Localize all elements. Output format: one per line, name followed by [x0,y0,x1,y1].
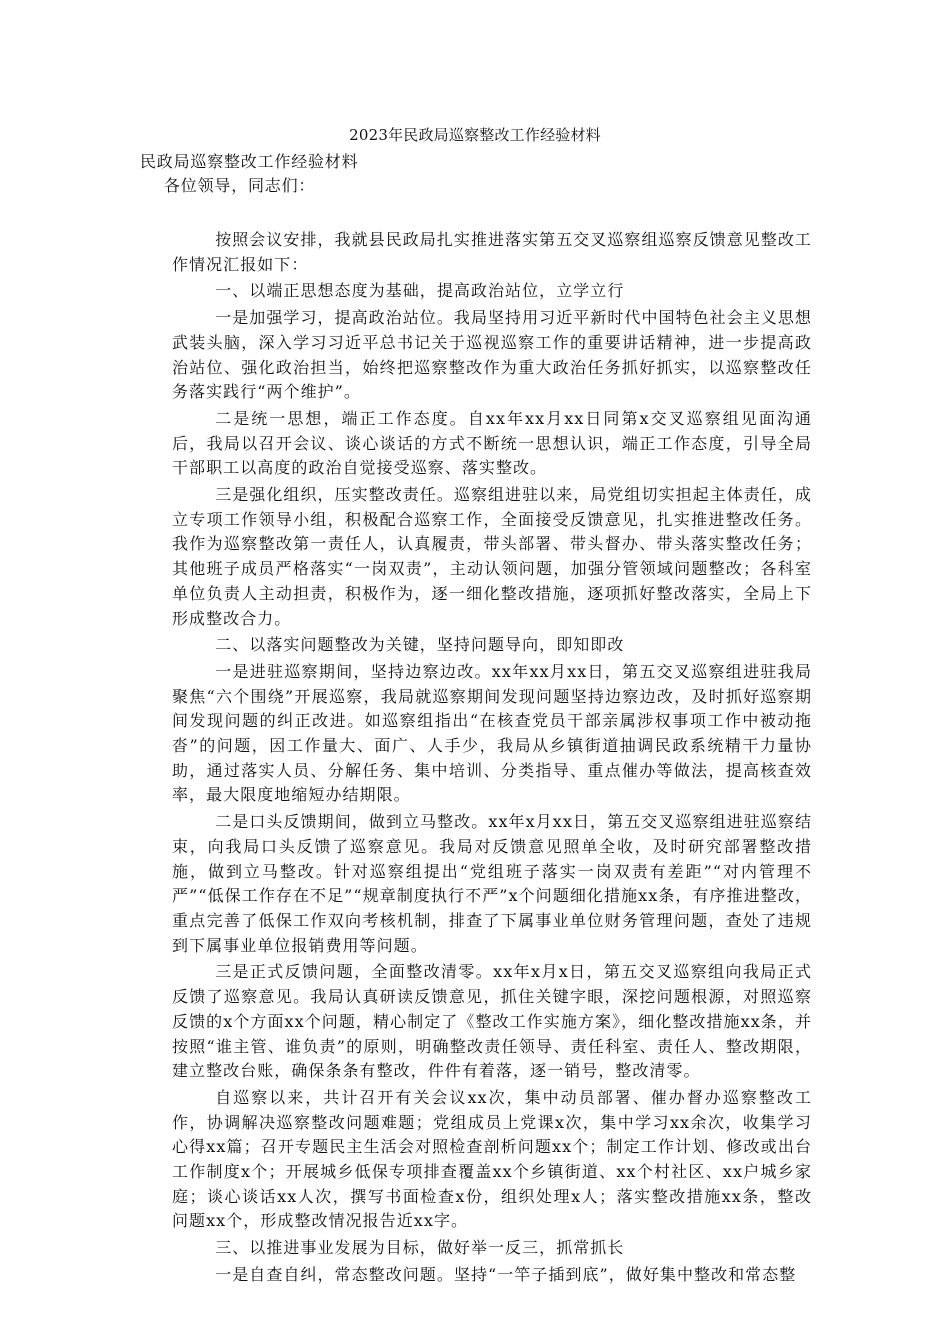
paragraph: 三是正式反馈问题，全面整改清零。xx年x月x日，第五交叉巡察组向我局正式反馈了巡察意见。我局认真研读反馈意见，抓住关键字眼，深挖问题根源，对照巡察反馈的x个方面xx个问题，精心制定了《整改工作实施方案》，细化整改措施xx条，并按照“谁主管、谁负责”的原则，明确整改责任领导、责任科室、责任人、整改期限，建立整改台账，确保条条有整改，件件有着落，逐一销号，整改清零。 [172,962,812,1081]
paragraph: 三是强化组织，压实整改责任。巡察组进驻以来，局党组切实担起主体责任，成立专项工作领导小组，积极配合巡察工作，全面接受反馈意见，扎实推进整改任务。我作为巡察整改第一责任人，认真履责，带头部署、带头督办、带头落实整改任务；其他班子成员严格落实“一岗双责”，主动认领问题，加强分管领域问题整改；各科室单位负责人主动担责，积极作为，逐一细化整改措施，逐项抓好整改落实，全局上下形成整改合力。 [172,485,812,628]
paragraph-intro: 按照会议安排，我就县民政局扎实推进落实第五交叉巡察组巡察反馈意见整改工作情况汇报如下： [172,230,812,274]
paragraph: 二是统一思想，端正工作态度。自xx年xx月xx日同第x交叉巡察组见面沟通后，我局以召开会议、谈心谈话的方式不断统一思想认识，端正工作态度，引导全局干部职工以高度的政治自觉接受巡察、落实整改。 [172,408,812,478]
paragraph: 二是口头反馈期间，做到立马整改。xx年x月xx日，第五交叉巡察组进驻巡察结束，向我局口头反馈了巡察意见。我局对反馈意见照单全收，及时研究部署整改措施，做到立马整改。针对巡察组提出“党组班子落实一岗双责有差距”“对内管理不严”“低保工作存在不足”“规章制度执行不严”x个问题细化措施xx条，有序推进整改，重点完善了低保工作双向考核机制，排查了下属事业单位财务管理问题，查处了违规到下属事业单位报销费用等问题。 [172,812,812,955]
paragraph: 一是自查自纠，常态整改问题。坚持“一竿子插到底”，做好集中整改和常态整 [215,1264,797,1284]
document-body [172,228,812,1288]
paragraph: 自巡察以来，共计召开有关会议xx次，集中动员部署、催办督办巡察整改工作，协调解决巡察整改问题难题；党组成员上党课x次，集中学习xx余次，收集学习心得xx篇；召开专题民主生活会对照检查剖析问题xx个；制定工作计划、修改或出台工作制度x个；开展城乡低保专项排查覆盖xx个乡镇街道、xx个村社区、xx户城乡家庭；谈心谈话xx人次，撰写书面检查x份，组织处理x人；落实整改措施xx条，整改问题xx个，形成整改情况报告近xx字。 [172,1087,812,1231]
section-heading-3: 三、以推进事业发展为目标，做好举一反三，抓常抓长 [215,1238,625,1258]
section-heading-2: 二、以落实问题整改为关键，坚持问题导向，即知即改 [215,635,625,655]
section-heading-1: 一、以端正思想态度为基础，提高政治站位，立学立行 [215,281,625,301]
document-title: 2023年民政局巡察整改工作经验材料 [349,126,601,144]
paragraph: 一是加强学习，提高政治站位。我局坚持用习近平新时代中国特色社会主义思想武装头脑，深入学习习近平总书记关于巡视巡察工作的重要讲话精神，进一步提高政治站位、强化政治担当，始终把巡察整改作为重大政治任务抓好抓实，以巡察整改任务落实践行“两个维护”。 [172,308,812,402]
document-subtitle: 民政局巡察整改工作经验材料 [140,152,359,171]
paragraph: 一是进驻巡察期间，坚持边察边改。xx年xx月xx日，第五交叉巡察组进驻我局聚焦“六个围绕”开展巡察，我局就巡察期间发现问题坚持边察边改，及时抓好巡察期间发现问题的纠正改进。如巡察组指出“在核查党员干部亲属涉权事项工作中被动拖沓”的问题，因工作量大、面广、人手少，我局从乡镇街道抽调民政系统精干力量协助，通过落实人员、分解任务、集中培训、分类指导、重点催办等做法，提高核查效率，最大限度地缩短办结期限。 [172,661,812,805]
salutation: 各位领导，同志们： [164,176,316,195]
